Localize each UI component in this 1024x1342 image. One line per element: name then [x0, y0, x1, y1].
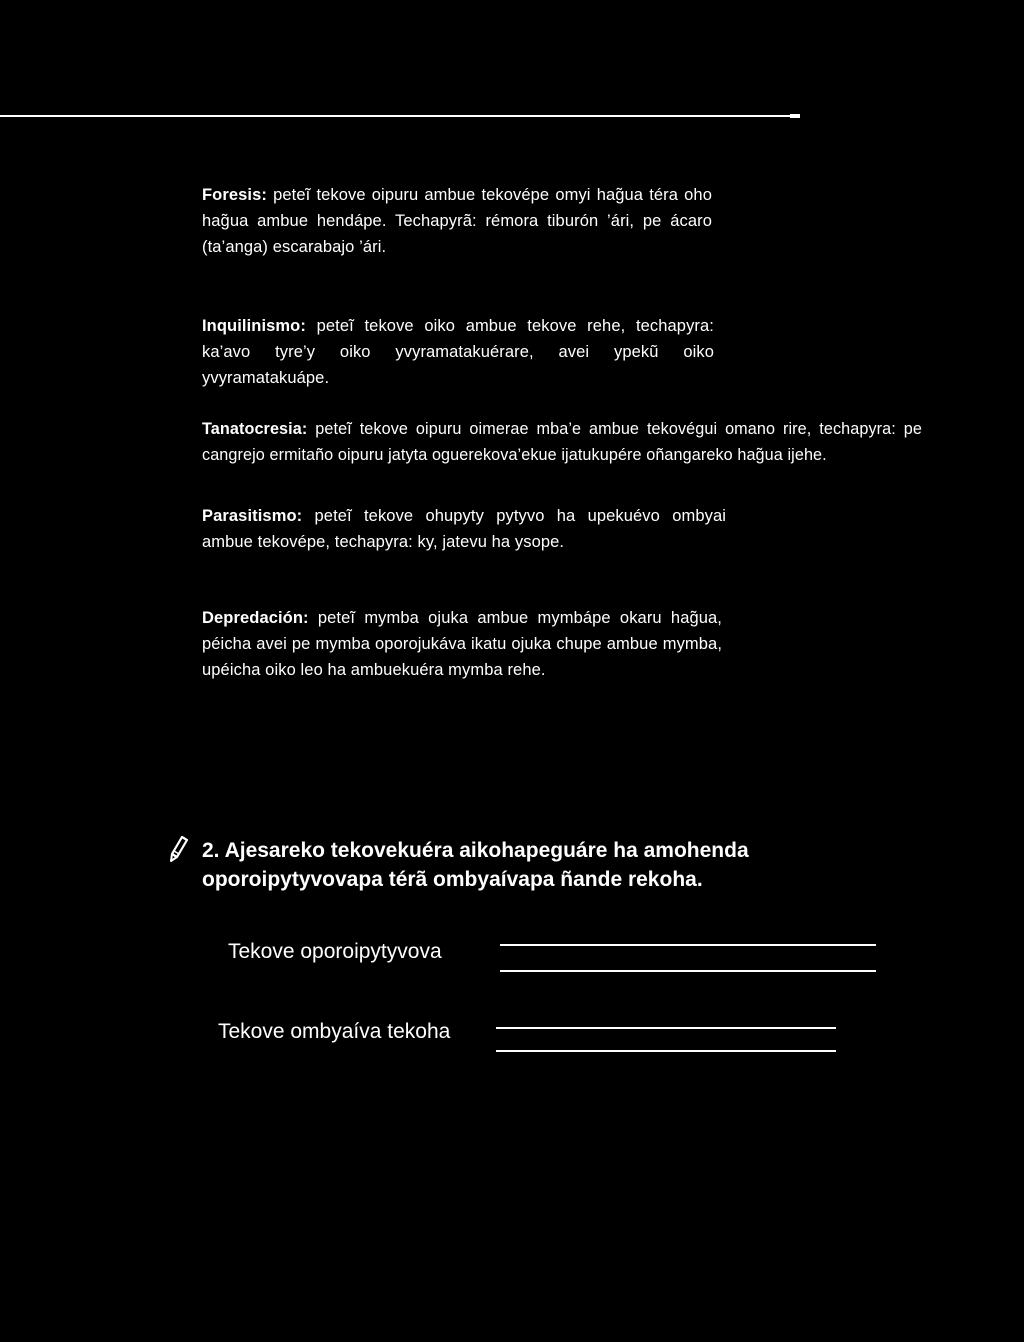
answer-line-helpful-1[interactable] [500, 944, 876, 946]
definition-foresis [202, 182, 712, 260]
definition-text: peteĩ tekove oipuru oimerae mba’e ambue tekovégui omano rire, techapyra: pe cangrejo ermitaño oipuru jatyta oguerekova’ekue ijatukupére oñangareko hag̃ua ijehe. [202, 420, 922, 464]
answer-line-harmful-2[interactable] [496, 1050, 836, 1052]
definition-depredacion [202, 605, 722, 683]
definition-term: Foresis: [202, 186, 267, 204]
definition-text: peteĩ tekove oipuru ambue tekovépe omyi hag̃ua téra oho hag̃ua ambue hendápe. Techapyrã: rémora tiburón ’ári, pe ácaro (ta’anga) escarabajo ’ári. [202, 186, 712, 256]
definition-inquilinismo [202, 313, 714, 391]
definition-tanatocresia [202, 416, 922, 468]
exercise-question: 2. Ajesareko tekovekuéra aikohapeguáre ha amohenda oporoipytyvovapa térã ombyaívapa ñande rekoha. [202, 839, 749, 891]
label-helpful-organisms: Tekove oporoipytyvova [228, 940, 442, 963]
definition-text: peteĩ mymba ojuka ambue mymbápe okaru hag̃ua, péicha avei pe mymba oporojukáva ikatu ojuka chupe ambue mymba, upéicha oiko leo ha ambuekuéra mymba rehe. [202, 609, 722, 679]
pencil-icon [168, 835, 190, 865]
definition-term: Depredación: [202, 609, 309, 627]
label-harmful-organisms: Tekove ombyaíva tekoha [218, 1020, 451, 1043]
definition-term: Tanatocresia: [202, 420, 308, 438]
definition-parasitismo [202, 503, 726, 555]
definition-term: Parasitismo: [202, 507, 303, 525]
answer-line-harmful-1[interactable] [496, 1027, 836, 1029]
top-divider [0, 115, 800, 117]
answer-line-helpful-2[interactable] [500, 970, 876, 972]
definition-text: peteĩ tekove oiko ambue tekove rehe, techapyra: ka’avo tyre’y oiko yvyramatakuérare, avei ypekũ oiko yvyramatakuápe. [202, 317, 714, 387]
definition-text: peteĩ tekove ohupyty pytyvo ha upekuévo ombyai ambue tekovépe, techapyra: ky, jatevu ha ysope. [202, 507, 726, 551]
top-divider-end [790, 114, 800, 118]
definition-term: Inquilinismo: [202, 317, 306, 335]
